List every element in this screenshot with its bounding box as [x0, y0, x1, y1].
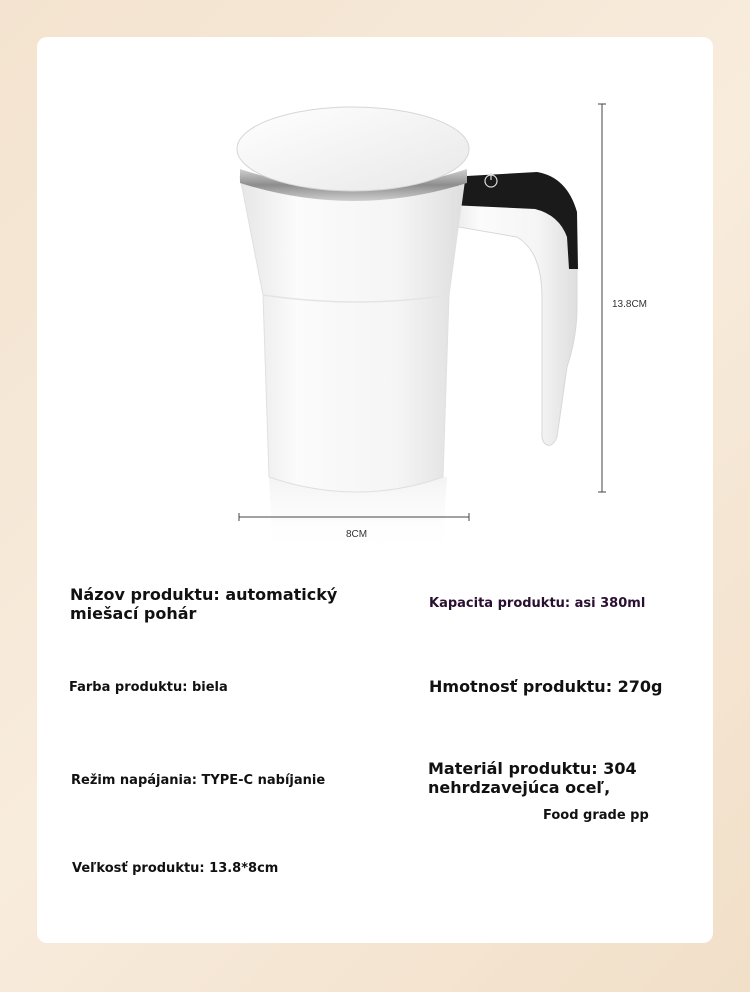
- spec-product-name: Názov produktu: automatický miešací pohár: [70, 585, 338, 624]
- spec-material-note: Food grade pp: [543, 808, 649, 823]
- spec-capacity: Kapacita produktu: asi 380ml: [429, 596, 646, 611]
- spec-weight: Hmotnosť produktu: 270g: [429, 677, 663, 696]
- mug-handle: [447, 172, 578, 445]
- mug-lid: [237, 107, 469, 191]
- spec-material: Materiál produktu: 304 nehrdzavejúca oceľ,: [428, 759, 637, 798]
- mug-body: [240, 177, 465, 492]
- spec-size: Veľkosť produktu: 13.8*8cm: [72, 861, 279, 876]
- spec-power-mode: Režim napájania: TYPE-C nabíjanie: [71, 773, 326, 788]
- product-card: [37, 37, 713, 943]
- mug-product-image: [37, 37, 713, 557]
- width-label: 8CM: [346, 529, 368, 540]
- spec-color: Farba produktu: biela: [69, 680, 228, 695]
- height-label: 13.8CM: [612, 299, 648, 310]
- height-dimension-line: [598, 104, 606, 492]
